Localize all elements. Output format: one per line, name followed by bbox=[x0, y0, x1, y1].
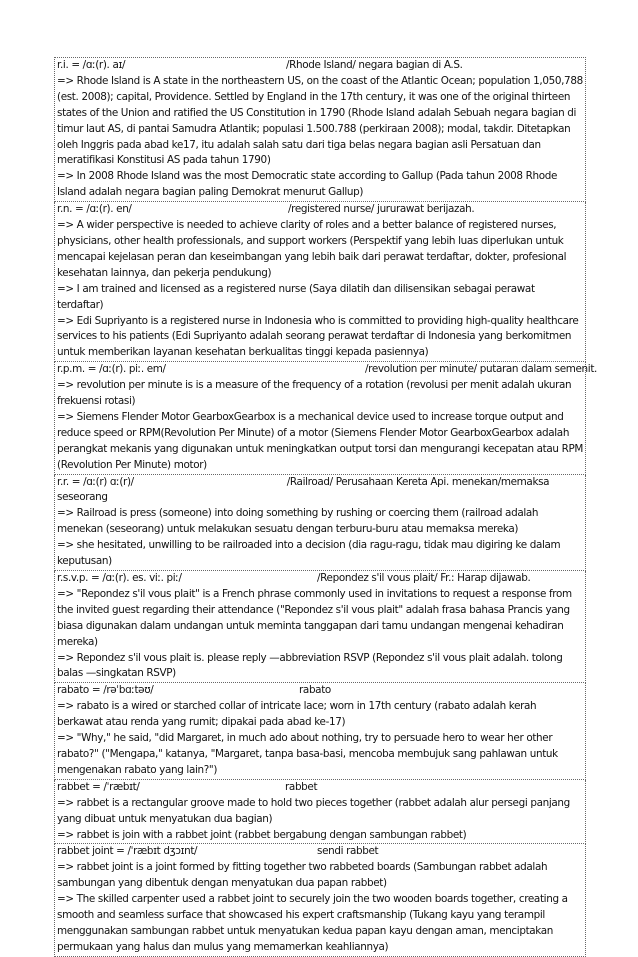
entry-translation: sendi rabbet bbox=[317, 845, 379, 858]
entry-term: r.i. = /ɑː(r). aɪ/ bbox=[57, 59, 126, 71]
entry-term: r.s.v.p. = /ɑː(r). es. viː. piː/ bbox=[57, 572, 182, 584]
entry-line: => Edi Supriyanto is a registered nurse in Indonesia who is committed to providing high-quality healthcare services to his patients (Edi Supriyanto adalah seorang perawat terdaftar di Indonesia yang berkomitmen untuk memberikan layanan kesehatan berkualitas tinggi kepada pasiennya) bbox=[57, 314, 579, 359]
entry-line: => Siemens Flender Motor GearboxGearbox is a mechanical device used to increase torque output and reduce speed or RPM(Revolution Per Minute) of a motor (Siemens Flender Motor GearboxGearbox adalah perangkat mekanis yang digunakan untuk meningkatkan output torsi dan mengurangi kecepatan atau RPM (Revolution Per Minute) motor) bbox=[57, 410, 583, 471]
entry-rr bbox=[54, 475, 586, 571]
entry-term: r.r. = /ɑː(r) ɑː(r)/ bbox=[57, 475, 134, 488]
entry-translation: /revolution per minute/ putaran dalam semenit. bbox=[365, 363, 597, 376]
dictionary-document bbox=[54, 57, 597, 957]
entry-line: => rabbet is join with a rabbet joint (rabbet bergabung dengan sambungan rabbet) bbox=[57, 828, 467, 841]
entry-term: r.n. = /ɑː(r). en/ bbox=[57, 203, 132, 216]
entry-line: => "Repondez s'il vous plait" is a French phrase commonly used in invitations to request a response from the invited guest regarding their attendance ("Repondez s'il vous plait" adalah frasa bahasa Prancis yang biasa digunakan dalam undangan untuk meminta tanggapan dari tamu undangan mengenai kehadiran mereka) bbox=[57, 587, 572, 648]
entry-ri bbox=[54, 57, 586, 202]
entry-line: => A wider perspective is needed to achieve clarity of roles and a better balance of registered nurses, physicians, other health professionals, and support workers (Perspektif yang lebih luas diperlukan untuk mencapai kejelasan peran dan keseimbangan yang lebih baik dari perawat terdaftar, dokter, profesional kesehatan lainnya, dan pekerja pendukung) bbox=[57, 219, 567, 279]
entry-translation: /Railroad/ Perusahaan Kereta Api. menekan/memaksa seseorang bbox=[57, 475, 550, 504]
entry-rabbet bbox=[54, 780, 586, 845]
entry-translation: /Repondez s'il vous plait/ Fr.: Harap dijawab. bbox=[317, 572, 531, 584]
entry-translation: rabbet bbox=[285, 780, 318, 793]
entry-line: => rabbet joint is a joint formed by fitting together two rabbeted boards (Sambungan rabbet adalah sambungan yang dibentuk dengan menyatukan dua papan rabbet) bbox=[57, 861, 548, 890]
entry-translation: rabato bbox=[299, 684, 331, 697]
entry-header bbox=[57, 844, 583, 860]
entry-term: rabbet joint = /ˈræbɪt dʒɔɪnt/ bbox=[57, 845, 198, 858]
entry-translation: /Rhode Island/ negara bagian di A.S. bbox=[286, 59, 463, 71]
entry-header bbox=[57, 475, 583, 507]
entry-header bbox=[57, 683, 583, 699]
entry-rabato bbox=[54, 683, 586, 779]
entry-header bbox=[57, 58, 583, 74]
entry-line: => she hesitated, unwilling to be railroaded into a decision (dia ragu-ragu, tidak mau digiring ke dalam keputusan) bbox=[57, 539, 561, 568]
entry-line: => revolution per minute is is a measure of the frequency of a rotation (revolusi per menit adalah ukuran frekuensi rotasi) bbox=[57, 379, 572, 408]
entry-term: rabato = /rəˈbɑːtəʊ/ bbox=[57, 684, 154, 697]
entry-line: => Railroad is press (someone) into doing something by rushing or coercing them (railroad adalah menekan (seseorang) untuk melakukan sesuatu dengan terburu-buru atau memaksa mereka) bbox=[57, 507, 539, 536]
entry-header bbox=[57, 571, 583, 587]
entry-line: => rabbet is a rectangular groove made to hold two pieces together (rabbet adalah alur persegi panjang yang dibuat untuk menyatukan dua bagian) bbox=[57, 796, 570, 825]
entry-term: rabbet = /ˈræbɪt/ bbox=[57, 780, 140, 793]
entry-translation: /registered nurse/ jururawat berijazah. bbox=[288, 203, 475, 216]
entry-line: => The skilled carpenter used a rabbet joint to securely join the two wooden boards together, creating a smooth and seamless surface that showcased his expert craftsmanship (Tukang kayu yang terampil menggunakan sambungan rabbet untuk menyatukan kedua papan kayu dengan aman, menciptakan permukaan yang halus dan mulus yang memamerkan keahliannya) bbox=[57, 893, 568, 953]
entry-rsvp bbox=[54, 571, 586, 683]
entry-line: => "Why," he said, "did Margaret, in much ado about nothing, try to persuade hero to wear her other rabato?" ("Mengapa," katanya, "Margaret, tanpa basa-basi, mencoba membujuk sang pahlawan untuk mengenakan rabato yang lain?") bbox=[57, 732, 558, 776]
entry-header bbox=[57, 362, 597, 378]
entry-header bbox=[57, 202, 583, 218]
entry-line: => rabato is a wired or starched collar of intricate lace; worn in 17th century (rabato adalah kerah berkawat atau renda yang rumit; dipakai pada abad ke-17) bbox=[57, 700, 537, 729]
entry-line: => Repondez s'il vous plait is. please reply —abbreviation RSVP (Repondez s'il vous plait adalah. tolong balas —singkatan RSVP) bbox=[57, 651, 563, 680]
entry-rpm bbox=[54, 362, 597, 474]
entry-header bbox=[57, 780, 583, 796]
entry-term: r.p.m. = /ɑː(r). piː. em/ bbox=[57, 363, 166, 376]
entry-line: => Rhode Island is A state in the northeastern US, on the coast of the Atlantic Ocean; population 1,050,788 (est. 2008); capital, Providence. Settled by England in the 17th century, it was one of the original thirteen states of the Union and ratified the US Constitution in 1790 (Rhode Island adalah Sebuah negara bagian di timur laut AS, di pantai Samudra Atlantik; populasi 1.500.788 (perkiraan 2008); modal, takdir. Ditetapkan oleh Inggris pada abad ke17, itu adalah salah satu dari tiga belas negara bagian asli Persatuan dan meratifikasi Konstitusi AS pada tahun 1790) bbox=[57, 74, 583, 167]
entry-line: => I am trained and licensed as a registered nurse (Saya dilatih dan dilisensikan sebagai perawat terdaftar) bbox=[57, 282, 535, 311]
entry-line: => In 2008 Rhode Island was the most Democratic state according to Gallup (Pada tahun 2008 Rhode Island adalah negara bagian paling Demokrat menurut Gallup) bbox=[57, 170, 558, 199]
entry-rabbet-joint bbox=[54, 844, 586, 956]
entry-rn bbox=[54, 202, 586, 362]
